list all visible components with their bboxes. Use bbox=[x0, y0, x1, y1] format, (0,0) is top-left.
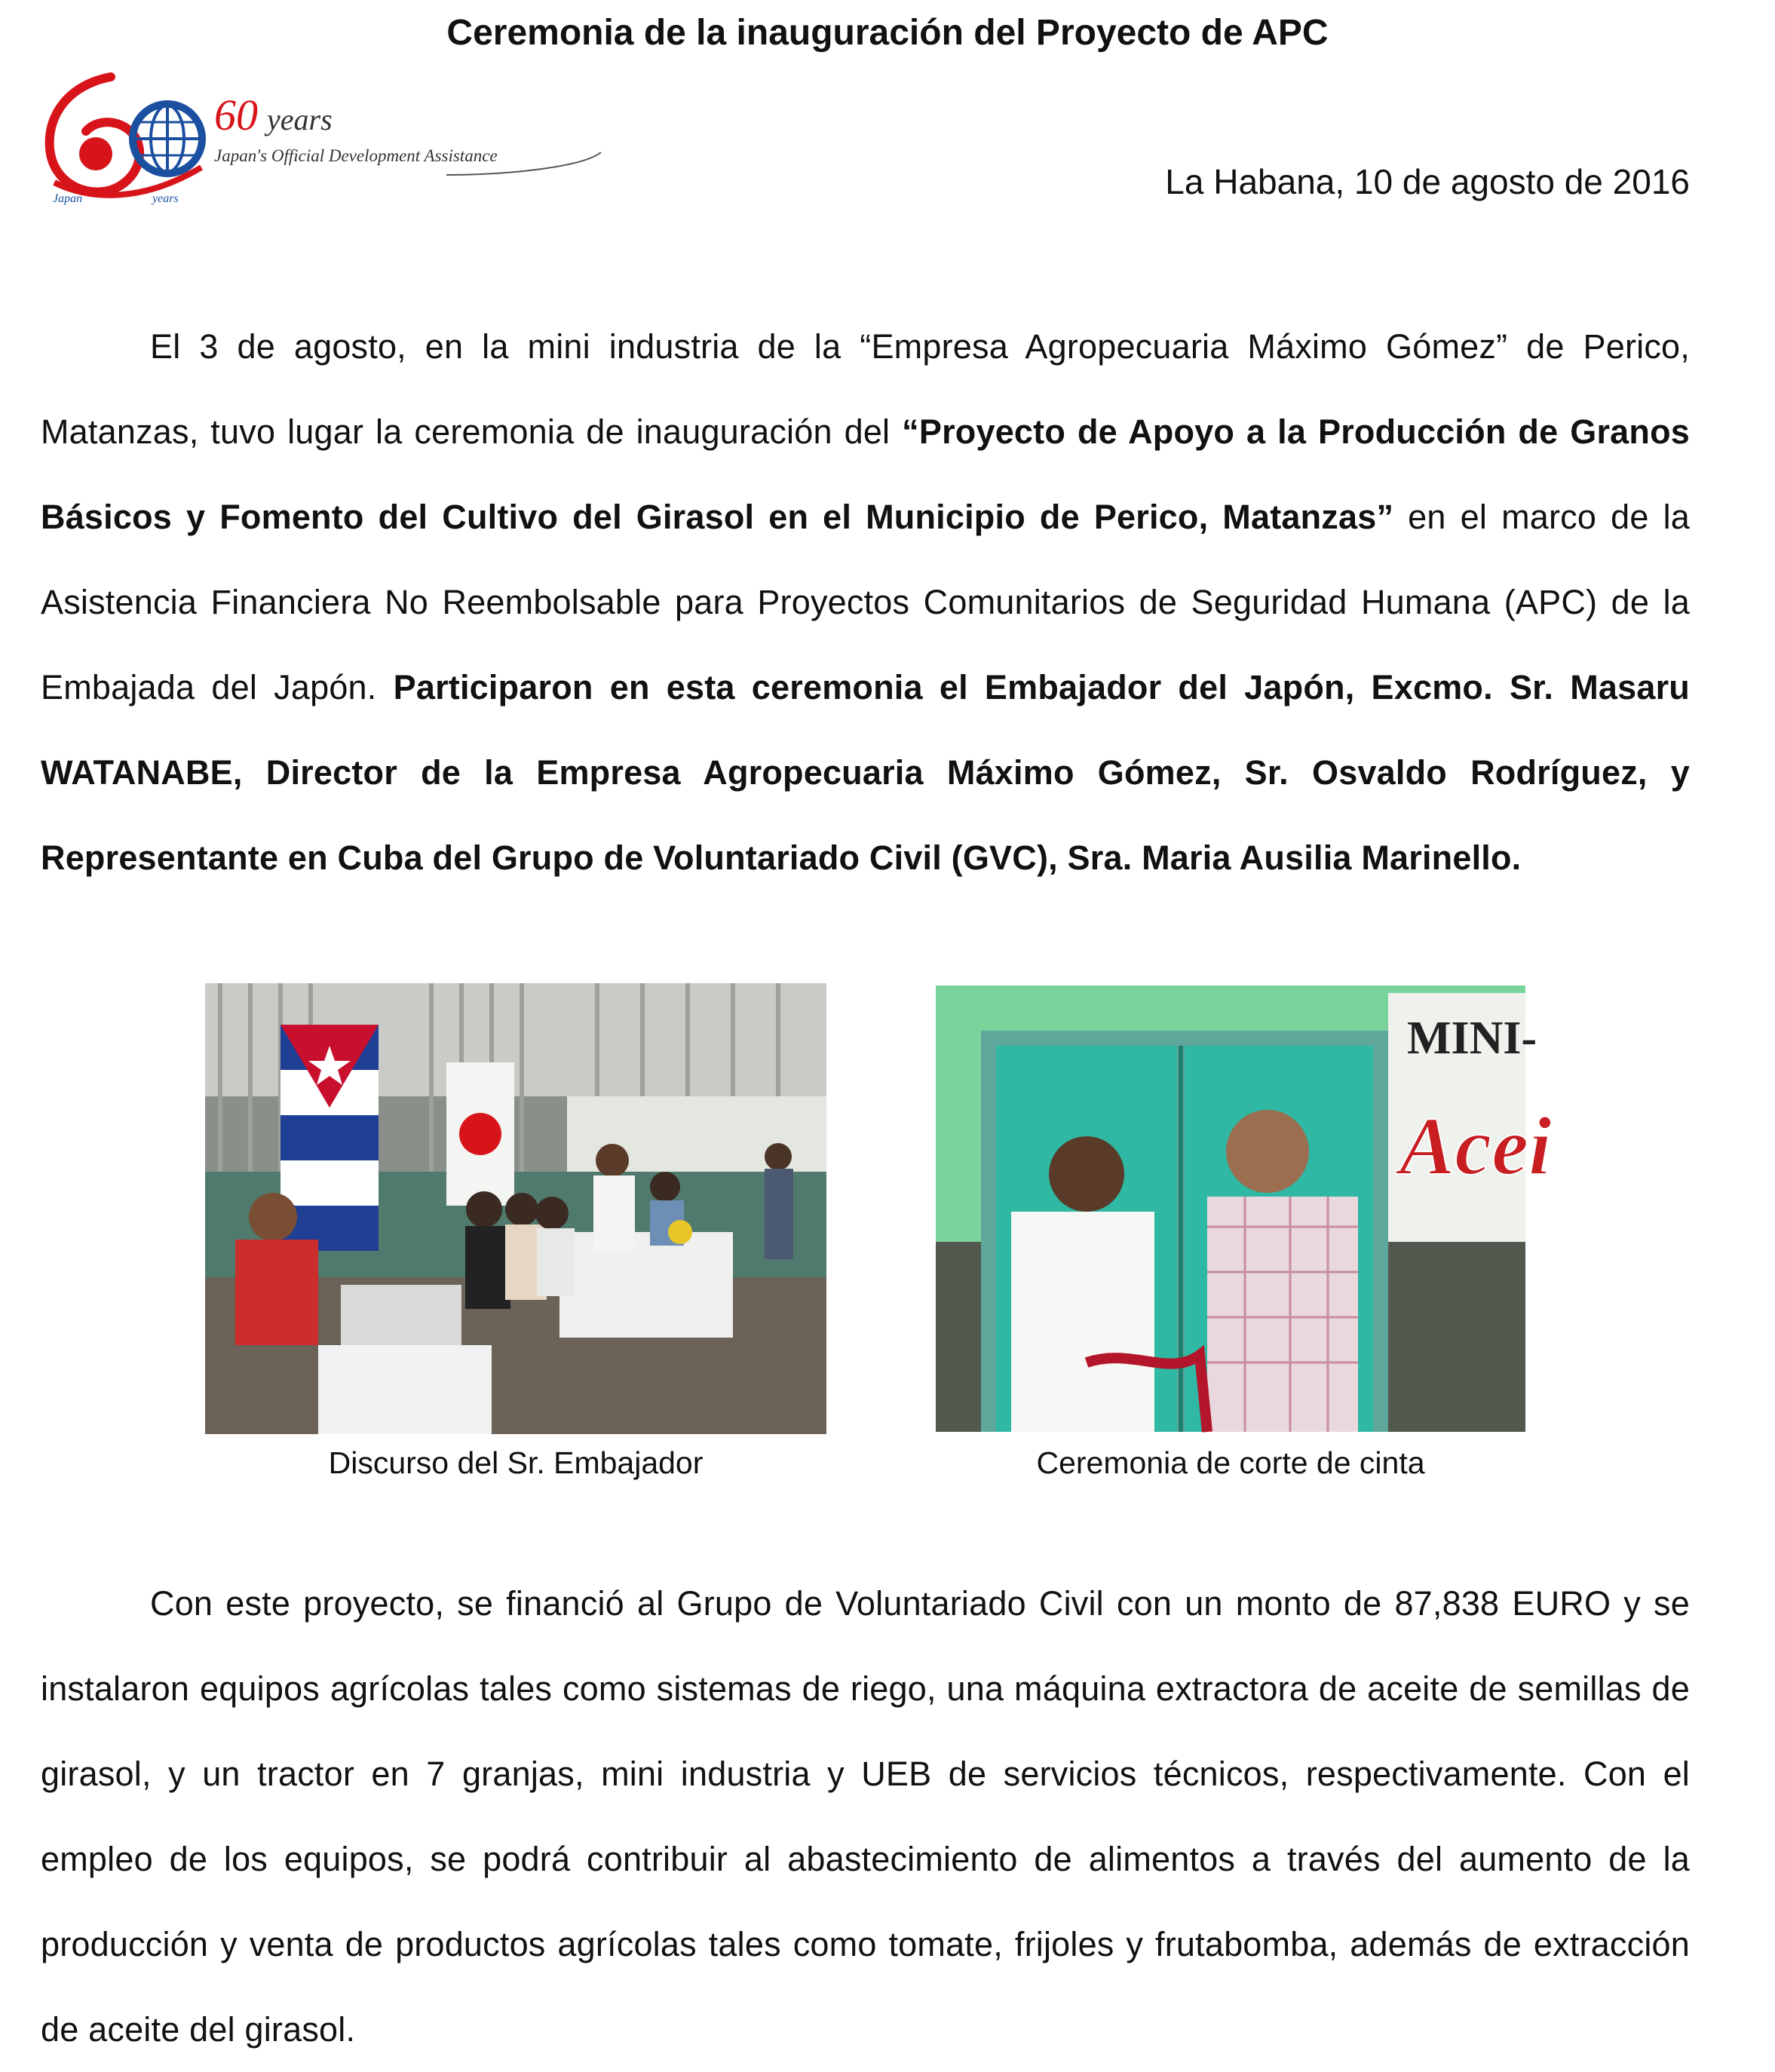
logo-years-word: years bbox=[267, 103, 333, 136]
paragraph-funding-text: Con este proyecto, se financió al Grupo de Voluntariado Civil con un monto de 87,838 EURO y se instalaron equipos agrícolas tales como sistemas de riego, una máquina extractora de aceite de semillas de girasol, y un tractor en 7 granjas, mini industria y UEB de servicios técnicos, respectivamente. Con el empleo de los equipos, se podrá contribuir al abastecimiento de alimentos a través del aumento de la producción y venta de productos agrícolas tales como tomate, frijoles y frutabomba, además de extracción de aceite del girasol. bbox=[41, 1584, 1690, 2049]
photo-caption-speech: Discurso del Sr. Embajador bbox=[328, 1445, 704, 1480]
logo-number: 60 bbox=[214, 90, 258, 139]
logo-ring-text-right: years bbox=[152, 192, 179, 205]
paragraph-intro-text-1: El 3 de agosto, en la mini industria de la “Empresa Agropecuaria Máximo Gómez” de Perico, Matanzas, tuvo lugar la ceremonia de inauguración del bbox=[41, 327, 1690, 451]
photo-caption-ribbon: Ceremonia de corte de cinta bbox=[1036, 1445, 1425, 1480]
dateline: La Habana, 10 de agosto de 2016 bbox=[1165, 162, 1690, 201]
logo-tagline: Japan's Official Development Assistance bbox=[214, 146, 498, 165]
page-title: Ceremonia de la inauguración del Proyecto de APC bbox=[446, 13, 1329, 53]
logo-ring-text-left: Japan bbox=[53, 192, 83, 205]
paragraph-intro bbox=[41, 304, 1690, 900]
participants-sentence: Participaron en esta ceremonia el Embajador del Japón, Excmo. Sr. Masaru WATANABE, Director de la Empresa Agropecuaria Máximo Gómez, Sr. Osvaldo Rodríguez, y Representante en Cuba del Grupo de Voluntariado Civil (GVC), Sra. Maria Ausilia Marinello. bbox=[41, 668, 1690, 877]
photo-ambassador-speech-graphic bbox=[205, 983, 826, 1434]
project-name: “Proyecto de Apoyo a la Producción de Granos Básicos y Fomento del Cultivo del Girasol en el Municipio de Perico, Matanzas” bbox=[41, 412, 1690, 536]
sign-text-mini: MINI- bbox=[1407, 1013, 1537, 1064]
photo-ribbon-cutting-graphic bbox=[936, 985, 1552, 1432]
photo-ambassador-speech bbox=[205, 983, 826, 1434]
paragraph-funding bbox=[41, 1561, 1690, 2072]
photo-ribbon-cutting bbox=[936, 985, 1552, 1432]
oda-60-years-logo bbox=[39, 69, 612, 205]
oda-logo-graphic bbox=[39, 69, 612, 205]
sign-text-aceite: Acei bbox=[1399, 1100, 1552, 1192]
paragraph-intro-text-2: en el marco de la Asistencia Financiera No Reembolsable para Proyectos Comunitarios de Seguridad Humana (APC) de la Embajada del Japón. bbox=[41, 498, 1690, 707]
